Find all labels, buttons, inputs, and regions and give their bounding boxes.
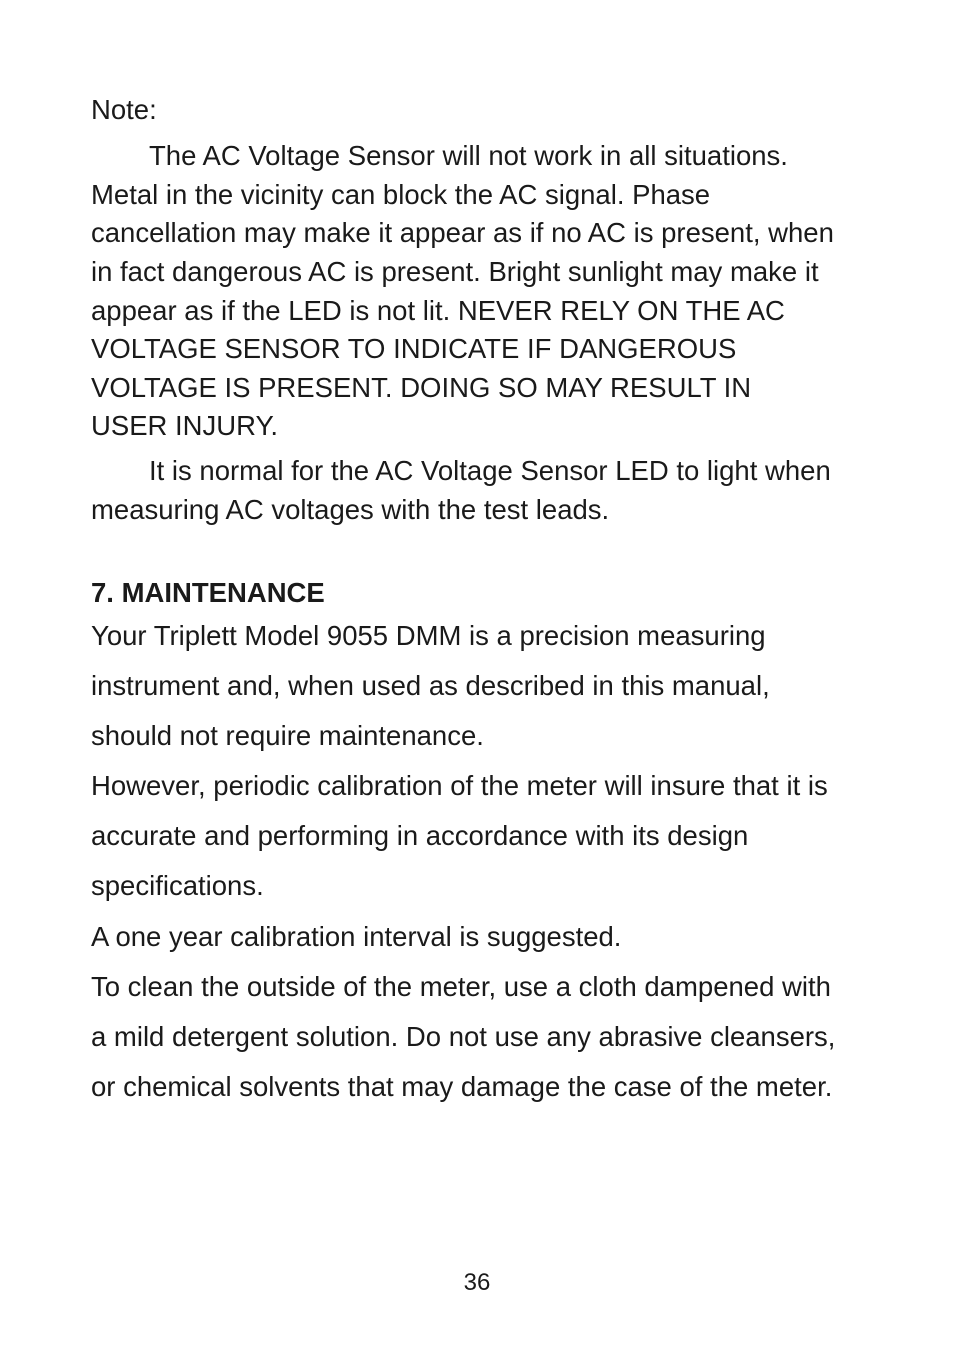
note-paragraph-line: cancellation may make it appear as if no AC is present, when — [91, 217, 834, 248]
note-paragraph-line: It is normal for the AC Voltage Sensor LED to light when — [149, 455, 831, 486]
maintenance-line: To clean the outside of the meter, use a cloth dampened with — [91, 971, 831, 1002]
note-paragraph-line: VOLTAGE IS PRESENT. DOING SO MAY RESULT IN — [91, 372, 752, 403]
note-paragraph-line: USER INJURY. — [91, 410, 278, 441]
maintenance-line: should not require maintenance. — [91, 720, 484, 751]
maintenance-line: specifications. — [91, 870, 264, 901]
maintenance-line: A one year calibration interval is suggested. — [91, 921, 622, 952]
maintenance-line: Your Triplett Model 9055 DMM is a precision measuring — [91, 620, 766, 651]
maintenance-line: However, periodic calibration of the meter will insure that it is — [91, 770, 828, 801]
note-paragraph-line: VOLTAGE SENSOR TO INDICATE IF DANGEROUS — [91, 333, 737, 364]
note-paragraph-line: The AC Voltage Sensor will not work in all situations. — [149, 140, 788, 171]
note-paragraph-line: appear as if the LED is not lit. NEVER RELY ON THE AC — [91, 295, 785, 326]
note-paragraph-line: measuring AC voltages with the test leads. — [91, 494, 610, 525]
note-label: Note: — [91, 94, 157, 125]
maintenance-line: accurate and performing in accordance with its design — [91, 820, 749, 851]
page-number: 36 — [463, 1269, 491, 1296]
section-heading: 7. MAINTENANCE — [91, 577, 325, 608]
note-paragraph-line: Metal in the vicinity can block the AC signal. Phase — [91, 179, 711, 210]
note-paragraph-line: in fact dangerous AC is present. Bright sunlight may make it — [91, 256, 819, 287]
maintenance-line: or chemical solvents that may damage the case of the meter. — [91, 1071, 833, 1102]
maintenance-line: instrument and, when used as described in this manual, — [91, 670, 770, 701]
maintenance-line: a mild detergent solution. Do not use any abrasive cleansers, — [91, 1021, 836, 1052]
